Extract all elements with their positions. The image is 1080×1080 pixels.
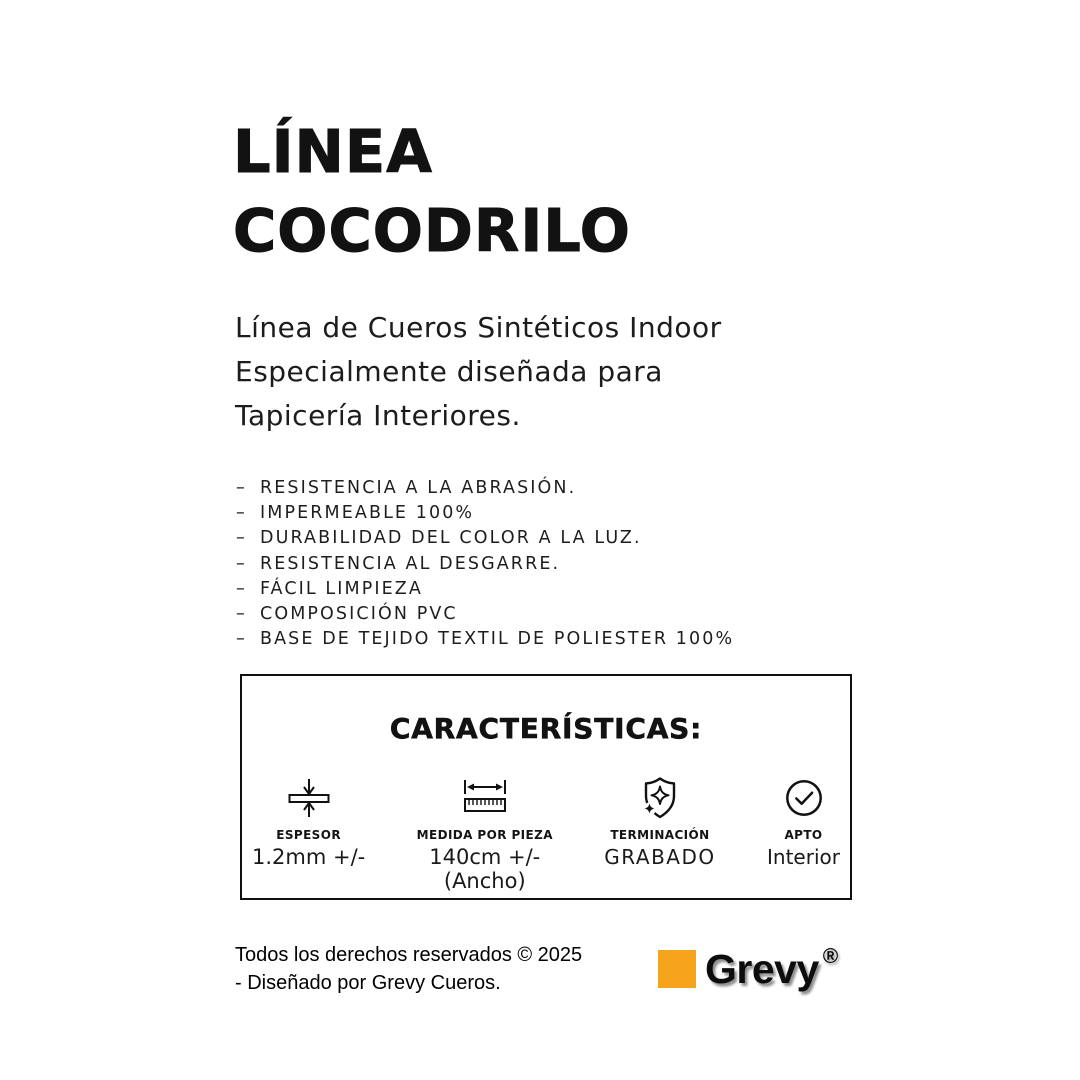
feature-text: FÁCIL LIMPIEZA [260, 578, 423, 599]
characteristic-apto [767, 775, 840, 869]
feature-item [236, 526, 734, 551]
page-title [233, 112, 631, 270]
feature-text: BASE DE TEJIDO TEXTIL DE POLIESTER 100% [260, 629, 735, 650]
subtitle-line: Especialmente diseñada para [235, 355, 663, 388]
subtitle-line: Tapicería Interiores. [235, 399, 521, 432]
characteristic-value: 1.2mm +/- [252, 845, 366, 869]
logo-wordmark: Grevy [705, 946, 819, 992]
dash-bullet: – [236, 528, 247, 549]
title-line-1: LÍNEA [233, 117, 433, 186]
characteristic-value: 140cm +/- [429, 845, 541, 869]
shield-sparkle-icon [637, 775, 683, 821]
dash-bullet: – [236, 553, 247, 574]
dash-bullet: – [236, 604, 247, 625]
characteristics-grid [242, 775, 850, 893]
copyright-line-2: - Diseñado por Grevy Cueros. [235, 971, 501, 994]
characteristic-medida [417, 775, 553, 893]
characteristic-label: ESPESOR [276, 828, 341, 842]
feature-text: DURABILIDAD DEL COLOR A LA LUZ. [260, 528, 642, 549]
dash-bullet: – [236, 503, 247, 524]
title-line-2: COCODRILO [233, 196, 631, 265]
subtitle [235, 306, 722, 438]
characteristic-terminacion [604, 775, 715, 869]
feature-item [236, 627, 734, 652]
feature-text: IMPERMEABLE 100% [260, 503, 475, 524]
subtitle-line: Línea de Cueros Sintéticos Indoor [235, 311, 722, 344]
dash-bullet: – [236, 629, 247, 650]
thickness-icon [287, 775, 331, 821]
characteristics-box [240, 674, 852, 900]
dash-bullet: – [236, 578, 247, 599]
width-ruler-icon [461, 775, 509, 821]
feature-item [236, 577, 734, 602]
copyright-text [235, 942, 582, 997]
feature-item [236, 602, 734, 627]
logo-orange-square [658, 950, 696, 988]
check-circle-icon [783, 775, 825, 821]
feature-item [236, 552, 734, 577]
features-list [236, 476, 734, 652]
characteristic-label: MEDIDA POR PIEZA [416, 828, 553, 842]
characteristic-label: TERMINACIÓN [610, 828, 710, 842]
feature-item [236, 476, 734, 501]
feature-text: RESISTENCIA A LA ABRASIÓN. [260, 478, 577, 498]
registered-trademark-symbol: ® [822, 945, 839, 968]
copyright-line-1: Todos los derechos reservados © 2025 [235, 944, 583, 966]
characteristic-value: GRABADO [604, 845, 716, 869]
feature-item [236, 501, 734, 526]
characteristics-heading: CARACTERÍSTICAS: [389, 712, 703, 745]
characteristic-label: APTO [784, 828, 823, 842]
grevy-logo [658, 946, 838, 992]
feature-text: RESISTENCIA AL DESGARRE. [260, 553, 561, 574]
characteristic-value-2: (Ancho) [443, 869, 526, 893]
characteristic-espesor [252, 775, 365, 869]
dash-bullet: – [236, 478, 247, 498]
feature-text: COMPOSICIÓN PVC [260, 604, 458, 625]
characteristic-value: Interior [767, 845, 840, 869]
